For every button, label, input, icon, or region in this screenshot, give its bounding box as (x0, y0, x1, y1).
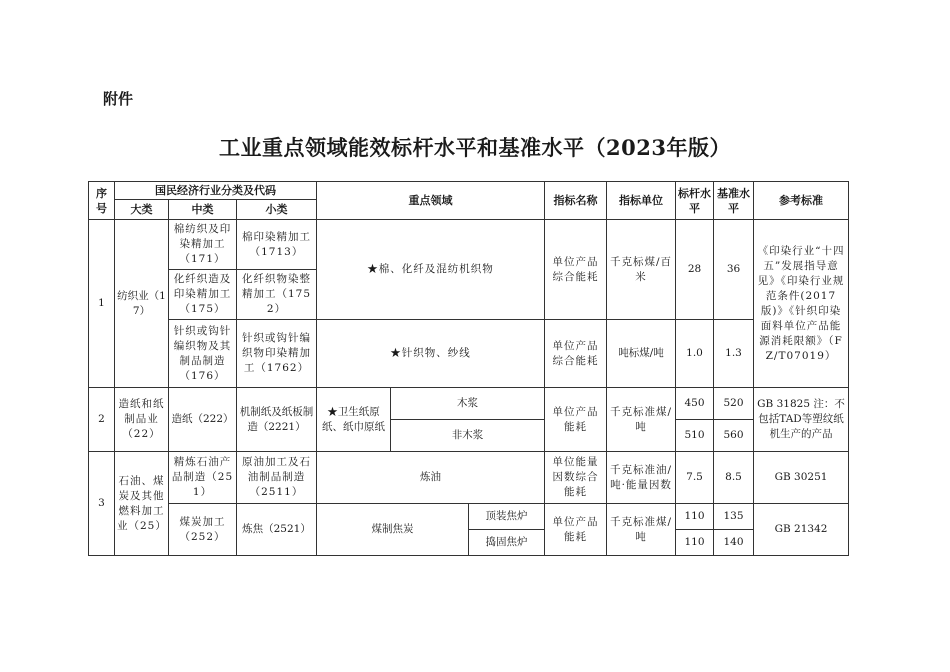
row2-unit: 千克标准煤/吨 (607, 388, 676, 452)
row1-minor-3: 针织或钩针编织物印染精加工（1762） (237, 320, 317, 388)
annex-label: 附件 (103, 90, 134, 108)
row1-name-a: 单位产品综合能耗 (545, 220, 607, 320)
header-row-1 (89, 182, 849, 200)
row2-base-a: 520 (714, 388, 754, 420)
row3-no: 3 (89, 452, 115, 556)
row3-field-1: 炼油 (317, 452, 545, 504)
row3-sub-a: 顶装焦炉 (469, 504, 545, 530)
row3-sub-b: 捣固焦炉 (469, 530, 545, 556)
row2-bench-a: 450 (676, 388, 714, 420)
row3-unit-2: 千克标准煤/吨 (607, 504, 676, 556)
row2-sub-b: 非木浆 (391, 420, 545, 452)
energy-efficiency-table (88, 181, 849, 556)
header-baseline: 基准水平 (714, 182, 754, 220)
row3-medium-1: 精炼石油产品制造（251） (169, 452, 237, 504)
header-major: 大类 (115, 200, 169, 220)
row2-medium: 造纸（222） (169, 388, 237, 452)
row2-base-b: 560 (714, 420, 754, 452)
row3-bench-1: 7.5 (676, 452, 714, 504)
header-no: 序号 (89, 182, 115, 220)
table-row (89, 388, 849, 420)
row3-medium-2: 煤炭加工（252） (169, 504, 237, 556)
header-field: 重点领域 (317, 182, 545, 220)
row1-no: 1 (89, 220, 115, 388)
row1-minor-1: 棉印染精加工（1713） (237, 220, 317, 270)
table-row (89, 320, 849, 388)
row1-unit-b: 吨标煤/吨 (607, 320, 676, 388)
row3-base-2b: 140 (714, 530, 754, 556)
row1-name-b: 单位产品综合能耗 (545, 320, 607, 388)
row1-minor-2: 化纤织物染整精加工（1752） (237, 270, 317, 320)
row2-minor: 机制纸及纸板制造（2221） (237, 388, 317, 452)
header-indicator-name: 指标名称 (545, 182, 607, 220)
header-reference: 参考标准 (754, 182, 849, 220)
row2-major: 造纸和纸制品业（22） (115, 388, 169, 452)
row1-medium-2: 化纤织造及印染精加工（175） (169, 270, 237, 320)
row1-base-a: 36 (714, 220, 754, 320)
row2-no: 2 (89, 388, 115, 452)
row1-bench-b: 1.0 (676, 320, 714, 388)
row1-base-b: 1.3 (714, 320, 754, 388)
row3-field-2: 煤制焦炭 (317, 504, 469, 556)
row2-field: ★卫生纸原纸、纸巾原纸 (317, 388, 391, 452)
row1-medium-1: 棉纺织及印染精加工（171） (169, 220, 237, 270)
document-title: 工业重点领域能效标杆水平和基准水平（2023年版） (219, 135, 731, 160)
row2-sub-a: 木浆 (391, 388, 545, 420)
table-row (89, 220, 849, 270)
header-minor: 小类 (237, 200, 317, 220)
header-benchmark: 标杆水平 (676, 182, 714, 220)
row3-unit-1: 千克标准油/吨·能量因数 (607, 452, 676, 504)
table-row (89, 452, 849, 504)
row3-base-2a: 135 (714, 504, 754, 530)
header-medium: 中类 (169, 200, 237, 220)
row3-minor-1: 原油加工及石油制品制造（2511） (237, 452, 317, 504)
header-indicator-unit: 指标单位 (607, 182, 676, 220)
row3-bench-2a: 110 (676, 504, 714, 530)
row1-bench-a: 28 (676, 220, 714, 320)
row3-ref-2: GB 21342 (754, 504, 849, 556)
row3-ref-1: GB 30251 (754, 452, 849, 504)
row3-base-1: 8.5 (714, 452, 754, 504)
row3-name-1: 单位能量因数综合能耗 (545, 452, 607, 504)
row1-reference: 《印染行业“十四五”发展指导意见》《印染行业规范条件(2017版)》《针织印染面料单位产品能源消耗限额》（FZ/T07019） (754, 220, 849, 388)
row1-major: 纺织业（17） (115, 220, 169, 388)
row3-minor-2: 炼焦（2521） (237, 504, 317, 556)
row1-field-b: ★针织物、纱线 (317, 320, 545, 388)
row2-bench-b: 510 (676, 420, 714, 452)
row1-field-a: ★棉、化纤及混纺机织物 (317, 220, 545, 320)
row2-reference: GB 31825 注：不包括TAD等塑纹纸机生产的产品 (754, 388, 849, 452)
row3-major: 石油、煤炭及其他燃料加工业（25） (115, 452, 169, 556)
row1-medium-3: 针织或钩针编织物及其制品制造（176） (169, 320, 237, 388)
row3-bench-2b: 110 (676, 530, 714, 556)
row2-name: 单位产品能耗 (545, 388, 607, 452)
row3-name-2: 单位产品能耗 (545, 504, 607, 556)
row1-unit-a: 千克标煤/百米 (607, 220, 676, 320)
table-row (89, 504, 849, 530)
header-industry-group: 国民经济行业分类及代码 (115, 182, 317, 200)
